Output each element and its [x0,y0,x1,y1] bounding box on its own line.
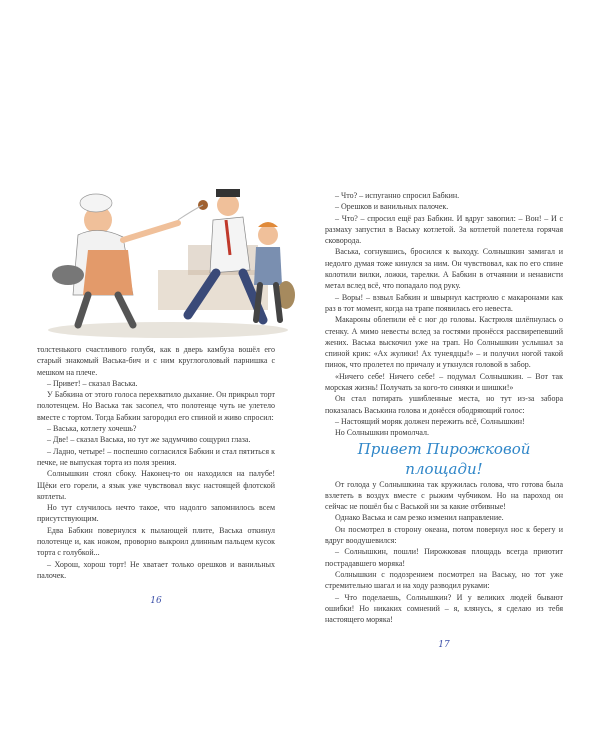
paragraph: Едва Бабкин повернулся к пылающей плите, Васька откинул полотенце и, как ножом, проворно выкроил длинным пальцем кусок торта с голубкой... [37,525,275,558]
paragraph: У Бабкина от этого голоса перехватило дыхание. Он прикрыл торт полотенцем. Но Васька так засопел, что полотенце чуть не улетело вместе с тортом. Тогда Бабкин загородил его спиной и живо спросил: [37,390,275,422]
paragraph: Он посмотрел в сторону океана, потом повернул нос к берегу и вдруг воодушевился: [325,524,563,546]
right-page-text [325,190,563,651]
paragraph: Солнышкин стоял сбоку. Наконец-то он находился на палубе! Щёки его горели, а язык уже чувствовал вкус настоящей флотской котлеты. [37,469,275,501]
paragraph: Васька, согнувшись, бросился к выходу. Солнышкин замигал и недолго думая тоже кинулся за ним. Он чувствовал, как по его спине колотили вилки, ложки, тарелки. А Бабкин в отчаянии и ненависти метал вслед всё, что попадало под руку. [325,247,563,291]
page-number-left: 16 [150,596,162,607]
paragraph: – Привет! – сказал Васька. [47,378,138,388]
illustration-galley-chase [38,165,298,340]
paragraph: – Хорош, хорош торт! Не хватает только орешков и ванильных палочек. [37,559,275,580]
paragraph: – Что? – спросил ещё раз Бабкин. И вдруг завопил: – Вон! – И с размаху запустил в Ваську котлетой. За котлетой полетела горячая сковорода. [325,213,563,246]
paragraph: «Ничего себе! Ничего себе! – подумал Солнышкин. – Вот так морская жизнь! Получать за кого-то синяки и шишки!» [325,371,563,393]
paragraph: Но тут случилось нечто такое, что надолго запомнилось всем присутствующим. [37,503,275,524]
left-page-text [37,344,275,607]
paragraph: Но Солнышкин промолчал. [335,428,429,438]
paragraph: – Две! – сказал Васька, но тут же задумчиво сощурил глаза. [47,435,251,445]
paragraph: Однако Васька и сам резко изменил направление. [335,513,504,523]
paragraph: – Воры! – взвыл Бабкин и швырнул кастрюлю с макаронами как раз в тот момент, когда на трапе появилась его невеста. [325,292,563,313]
chapter-title: Привет Пирожковой площади! [357,439,531,478]
paragraph: толстенького счастливого голубя, как в дверь камбуза вошёл его старый знакомый Васька-бич и с ним круглоголовый парнишка с мешком на плече. [37,345,275,377]
paragraph: От голода у Солнышкина так кружилась голова, что готова была взлететь в воздух вместе с рыжим чубчиком. Но на пароход он сейчас не пошёл бы с Васькой ни за какие отбивные! [325,479,563,512]
paragraph: – Солнышкин, пошли! Пирожковая площадь всегда приютит пострадавшего моряка! [325,547,563,568]
paragraph: Он стал потирать ушибленные места, но тут из-за забора показалась Васькина голова и донёсся ободряющий голос: [325,394,563,415]
paragraph: Солнышкин с подозрением посмотрел на Ваську, но тот уже стремительно шагал и на ходу разводил руками: [325,569,563,591]
paragraph: – Что? – испуганно спросил Бабкин. [335,191,460,200]
paragraph: – Васька, котлету хочешь? [47,424,137,434]
paragraph: – Орешков и ванильных палочек. [335,202,449,212]
paragraph: – Ладно, четыре! – поспешно согласился Бабкин и стал пятиться к печке, не выпуская торта из поля зрения. [37,446,275,467]
paragraph: – Что поделаешь, Солнышкин? И у великих людей бывают ошибки! Но никаких сомнений – я, клянусь, я сделаю из тебя настоящего моряка! [325,592,563,625]
paragraph: – Настоящий моряк должен пережить всё, Солнышкин! [335,416,525,426]
paragraph: Макароны облепили её с ног до головы. Кастрюля шлёпнулась о стенку. А мимо невесты вслед за гостями пронёсся рассвирепевший жених. Васька выскочил уже на трап. Но Солнышкин услышал за спиной крик: «Ах жулики! Ах тунеядцы!» – и получил ногой такой пинок, что пролетел по причалу и уткнулся головой в забор. [325,315,563,370]
page-number-right: 17 [438,640,450,651]
